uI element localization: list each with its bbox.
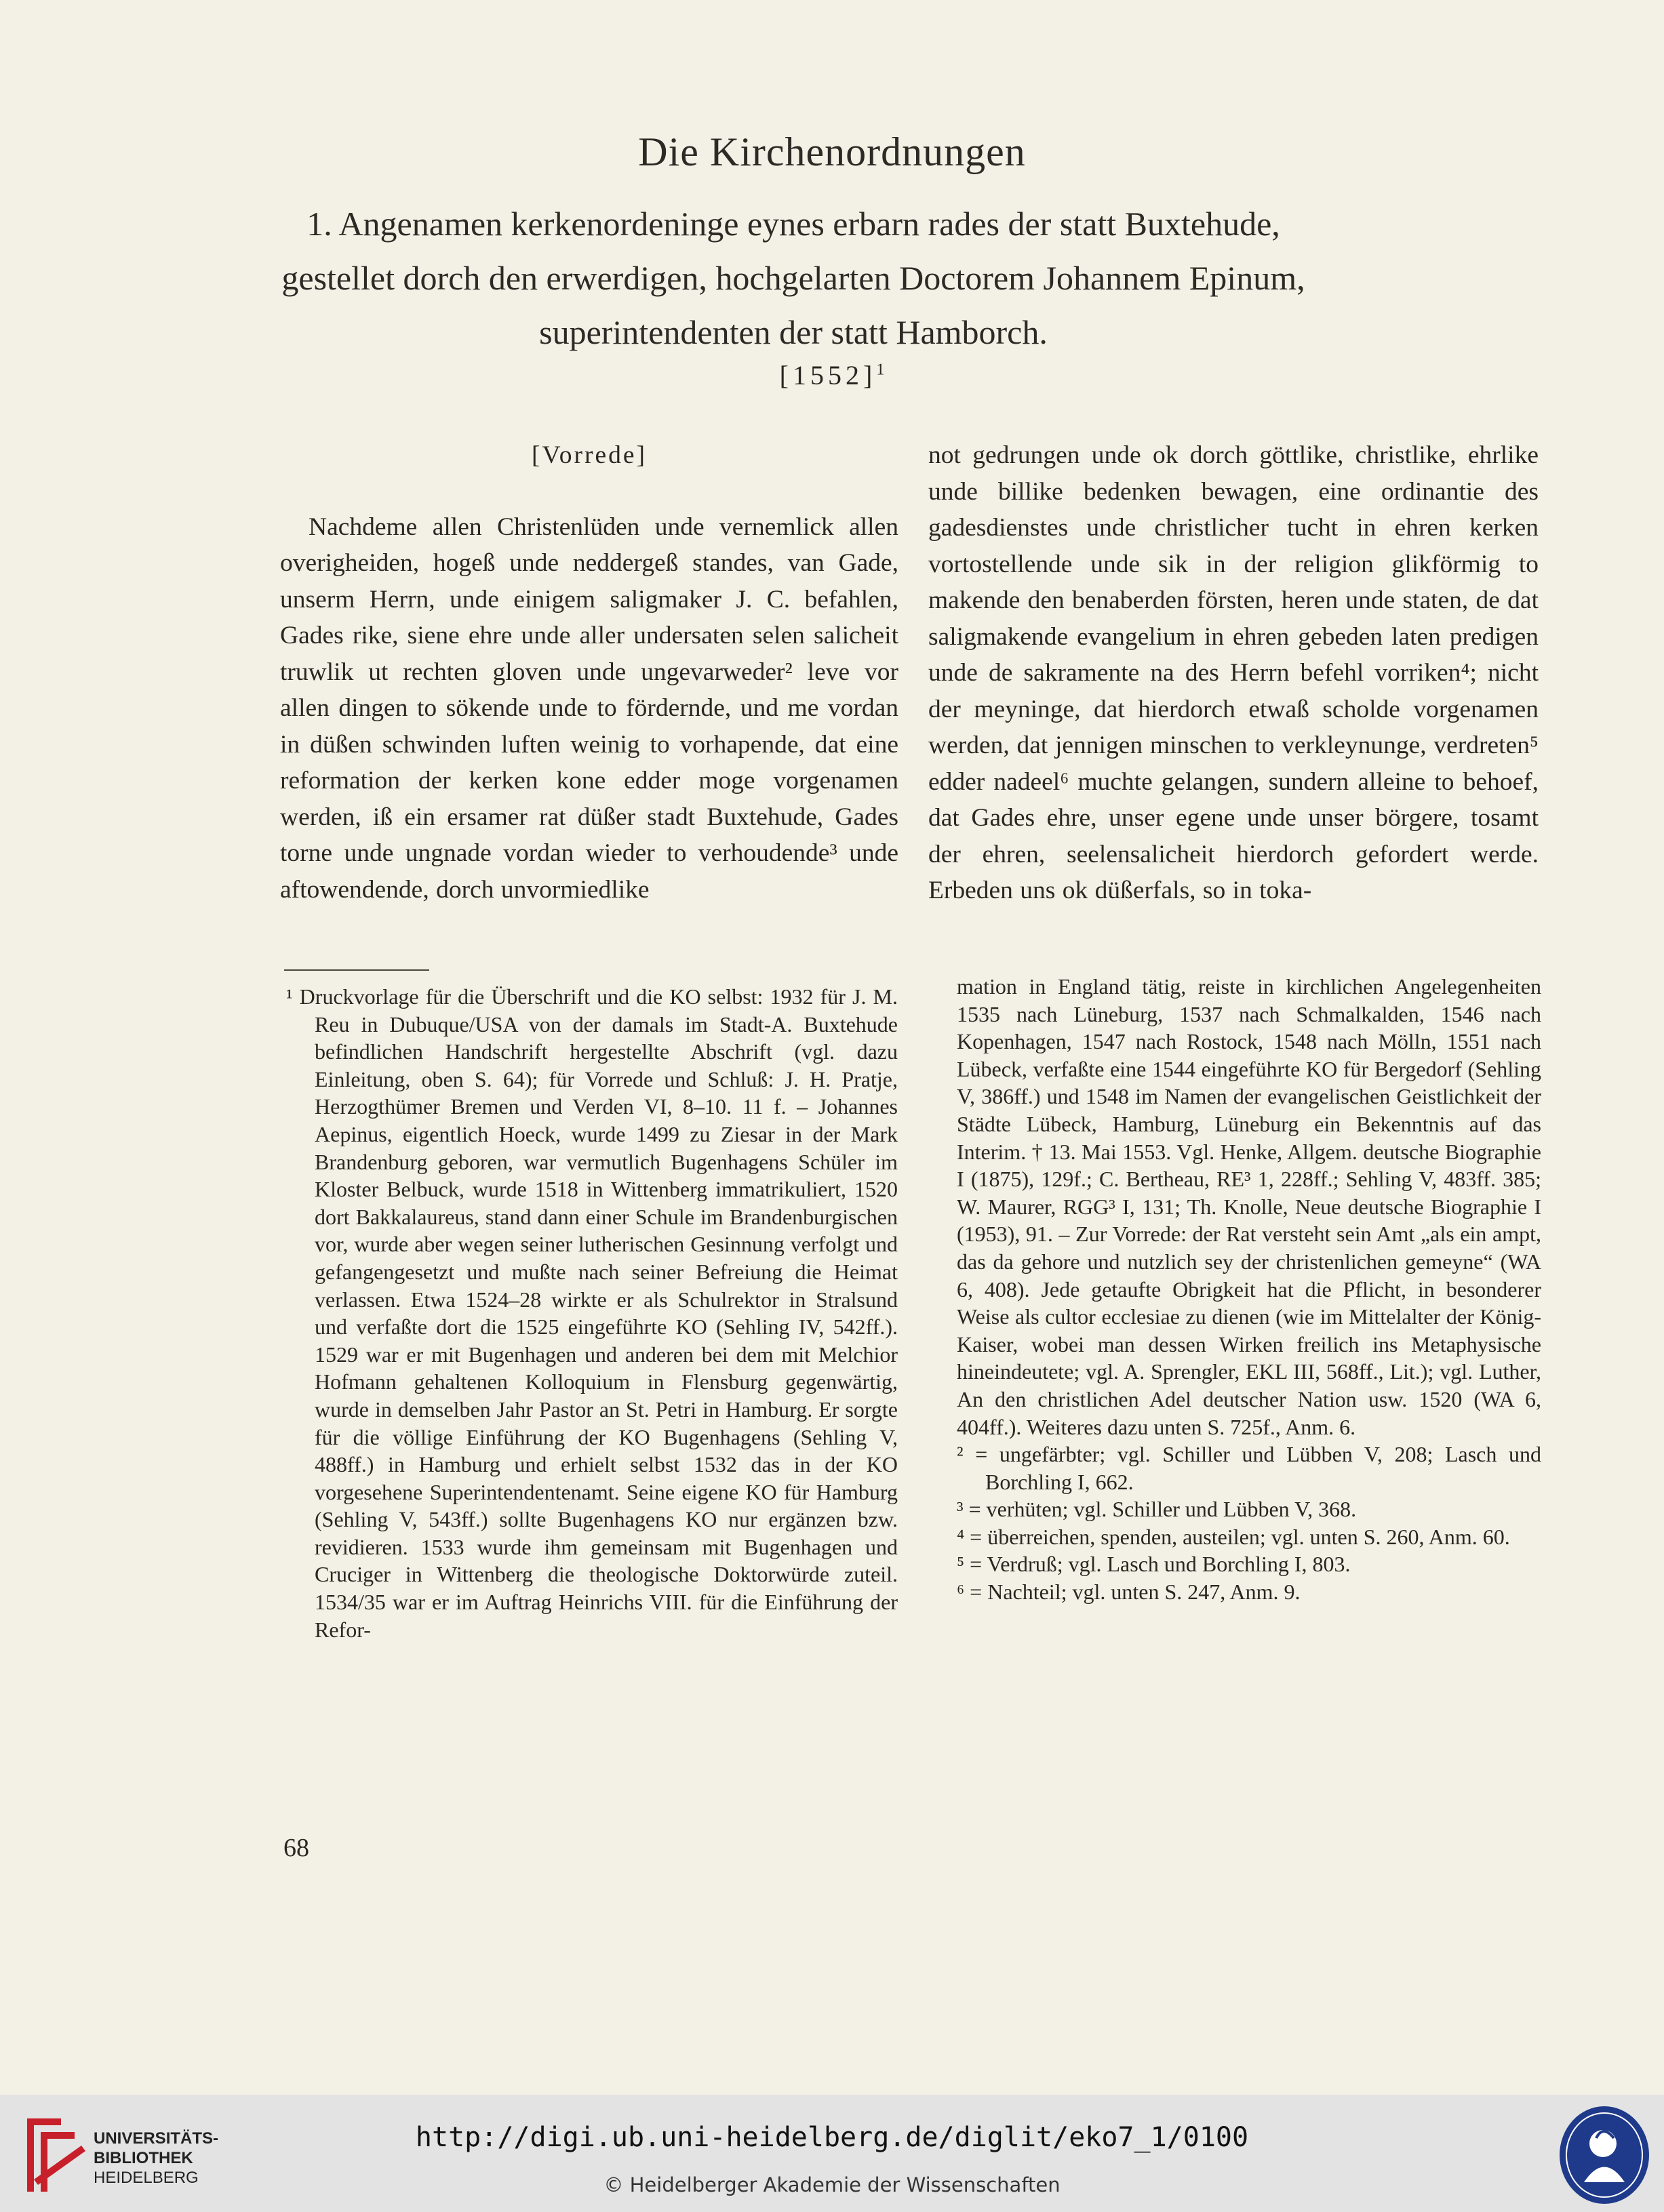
footnotes-left (286, 983, 898, 1643)
body-column-left (280, 437, 898, 908)
date-text: [1552] (779, 360, 877, 390)
library-name-line2: BIBLIOTHEK (94, 2149, 193, 2167)
footnote-1-continued: mation in England tätig, reiste in kirchlichen Angelegenheiten 1535 nach Lüneburg, 1537 nach Schmalkalden, 1546 nach Kopenhagen, 1547 nach Rostock, 1548 nach Mölln, 1551 nach Lübeck, verfaßte eine 1544 eingeführte KO für Bergedorf (Sehling V, 386ff.) und 1548 im Namen der evangelischen Geistlichkeit der Städte Lübeck, Hamburg, Lüneburg ein Bekenntnis auf das Interim. † 13. Mai 1553. Vgl. Henke, Allgem. deutsche Biographie I (1875), 129f.; C. Bertheau, RE³ 1, 228ff.; Sehling V, 483ff. 385; W. Maurer, RGG³ I, 131; Th. Knolle, Neue deutsche Biographie I (1953), 91. – Zur Vorrede: der Rat versteht sein Amt „als ein ampt, das da gehore und nutzlich sey der christenlichen gemeyne“ (WA 6, 408). Jede getaufte Obrigkeit hat die Pflicht, in besonderer Weise als cultor ecclesiae zu dienen (wie im Mittelalter der König-Kaiser, wobei man dessen Wirken freilich ins Metaphysische hineindeutete; vgl. A. Sprengler, EKL III, 568ff., Lit.); vgl. Luther, An den christlichen Adel deutscher Nation usw. 1520 (WA 6, 404ff.). Weiteres dazu unten S. 725f., Anm. 6. (957, 974, 1541, 1439)
library-name-line3: HEIDELBERG (94, 2169, 199, 2187)
viewer-footer (0, 2095, 1664, 2212)
footnote-2: ² = ungefärbter; vgl. Schiller und Lübben V, 208; Lasch und Borchling I, 662. (957, 1442, 1541, 1494)
permalink-url[interactable]: http://digi.ub.uni-heidelberg.de/diglit/eko7_1/0100 (415, 2122, 1249, 2153)
document-subtitle: 1. Angenamen kerkenordeninge eynes erbarn rades der statt Buxtehude, gestellet dorch den erwerdigen, hochgelarten Doctorem Johannem Epinum, superintendenten der statt Hamborch. (281, 205, 1305, 351)
document-date (0, 359, 1664, 391)
body-text-left: Nachdeme allen Christenlüden unde vernemlick allen overigheiden, hogeß unde neddergeß standes, van Gade, unserm Herrn, unde einigem saligmaker J. C. befahlen, Gades rike, siene ehre unde aller undersaten selen salicheit truwlik ut rechten gloven unde ungevarweder² leve vor allen dingen to sökende unde to fördernde, und me vordan in düßen schwinden luften weinig to vorhapende, dat eine reformation der kerken kone edder moge vorgenamen werden, iß ein ersamer rat düßer stadt Buxtehude, Gades torne unde ungnade vordan wieder to verhoudende³ unde aftowendende, dorch unvormiedlike (280, 512, 898, 904)
body-column-right (928, 437, 1539, 909)
footnote-rule (284, 969, 429, 971)
page-title: Die Kirchenordnungen (638, 129, 1026, 174)
section-heading: [Vorrede] (532, 441, 647, 469)
copyright-notice: © Heidelberger Akademie der Wissenschaften (603, 2173, 1061, 2196)
footnotes-right (957, 973, 1541, 1606)
page-number: 68 (283, 1834, 309, 1862)
footnote-6: ⁶ = Nachteil; vgl. unten S. 247, Anm. 9. (957, 1580, 1301, 1605)
academy-seal-icon (1557, 2104, 1652, 2206)
footnote-3: ³ = verhüten; vgl. Schiller und Lübben V, 368. (957, 1497, 1357, 1522)
footnote-4: ⁴ = überreichen, spenden, austeilen; vgl. unten S. 260, Anm. 60. (957, 1524, 1510, 1549)
footnote-5: ⁵ = Verdruß; vgl. Lasch und Borchling I, 803. (957, 1552, 1351, 1577)
footnote-1: ¹ Druckvorlage für die Überschrift und die KO selbst: 1932 für J. M. Reu in Dubuque/USA von der damals im Stadt-A. Buxtehude befindlichen Handschrift hergestellte Abschrift (vgl. dazu Einleitung, oben S. 64); für Vorrede und Schluß: J. H. Pratje, Herzogthümer Bremen und Verden VI, 8–10. 11 f. – Johannes Aepinus, eigentlich Hoeck, wurde 1499 zu Ziesar in der Mark Brandenburg geboren, war vermutlich Bugenhagens Schüler im Kloster Belbuck, wurde 1518 in Wittenberg immatrikuliert, 1520 dort Bakkalaureus, stand dann einer Schule im Brandenburgischen vor, wurde aber wegen seiner lutherischen Gesinnung verfolgt und gefangengesetzt und mußte nach seiner Befreiung die Heimat verlassen. Etwa 1524–28 wirkte er als Schulrektor in Stralsund und verfaßte dort die 1525 eingeführte KO (Sehling IV, 542ff.). 1529 war er mit Bugenhagen und anderen bei dem mit Melchior Hofmann gehaltenen Kolloquium in Flensburg gegenwärtig, wurde in demselben Jahr Pastor an St. Petri in Hamburg. Er sorgte für die völlige Einführung der KO Bugenhagens (Sehling V, 488ff.) in Hamburg und erhielt selbst 1532 das in der KO vorgesehene Superintendentenamt. Seine eigene KO für Hamburg (Sehling V, 543ff.) sollte Bugenhagens KO nur ergänzen bzw. revidieren. 1533 wurde ihm gemeinsam mit Bugenhagen und Cruciger in Wittenberg die theologische Doktorwürde zuteil. 1534/35 war er im Auftrag Heinrichs VIII. für die Einführung der Refor- (286, 984, 898, 1642)
body-text-right: not gedrungen unde ok dorch göttlike, christlike, ehrlike unde billike bedenken bewagen, eine ordinantie des gadesdienstes unde christlicher tucht in ehren kerken vortostellende unde sik in der religion glikförmig to makende den benaberden försten, heren unde staten, de dat saligmakende evangelium in ehren gebeden laten predigen unde de sakramente na des Herrn befehl vorriken⁴; nicht der meyninge, dat hierdorch etwaß scholde vorgenamen werden, dat jennigen minschen to verkleynunge, verdreten⁵ edder nadeel⁶ muchte gelangen, sundern alleine to behoef, dat Gades ehre, unser egene unde unser börgere, tosamt der ehren, seelensalicheit hierdorch gefordert werde. Erbeden uns ok düßerfals, so in toka- (928, 441, 1539, 904)
date-footnote-ref: 1 (876, 361, 885, 379)
library-name-line1: UNIVERSITÄTS- (94, 2129, 219, 2148)
